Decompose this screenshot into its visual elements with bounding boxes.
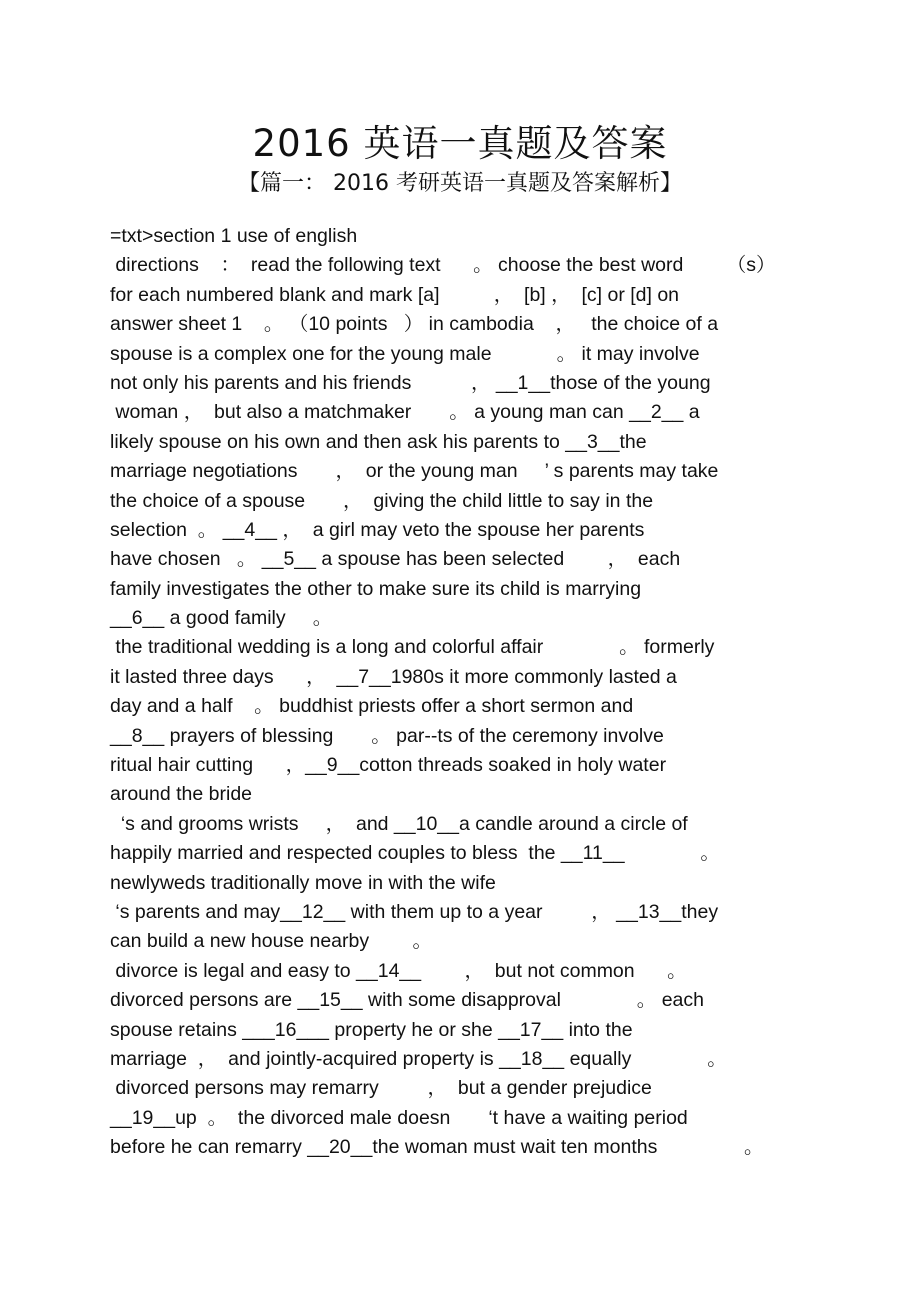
text-line: marriage ， and jointly-acquired property is __18__ equally 。	[110, 1047, 727, 1070]
text-line: spouse is a complex one for the young male 。 it may involve	[110, 342, 700, 365]
text-line: ‘s and grooms wrists ， and __10__a candle around a circle of	[110, 812, 688, 835]
text-line: answer sheet 1 。 （10 points ） in cambodia ， the choice of a	[110, 313, 719, 336]
text-line: ritual hair cutting ，__9__cotton threads soaked in holy water	[110, 754, 667, 777]
text-line: have chosen 。 __5__ a spouse has been selected ， each	[110, 548, 681, 571]
text-line: newlyweds traditionally move in with the wife	[110, 871, 496, 894]
text-line: =txt>section 1 use of english	[110, 225, 358, 247]
text-line: happily married and respected couples to bless the __11__ 。	[110, 842, 720, 865]
text-line: not only his parents and his friends ， __1__those of the young	[110, 371, 711, 394]
text-line: family investigates the other to make sure its child is marrying	[110, 577, 642, 600]
text-line: selection 。 __4__ ， a girl may veto the spouse her parents	[110, 518, 645, 541]
text-line: can build a new house nearby 。	[110, 930, 432, 953]
text-line: __6__ a good family 。	[110, 607, 333, 630]
text-line: around the bride	[110, 783, 253, 806]
text-line: it lasted three days ， __7__1980s it more commonly lasted a	[110, 665, 677, 688]
text-line: __8__ prayers of blessing 。 par--ts of the ceremony involve	[110, 724, 664, 747]
text-line: divorced persons may remarry ， but a gender prejudice	[110, 1077, 652, 1100]
text-line: the choice of a spouse ， giving the child little to say in the	[110, 489, 654, 512]
text-line: divorced persons are __15__ with some disapproval 。 each	[110, 989, 704, 1012]
text-line: the traditional wedding is a long and colorful affair 。 formerly	[110, 636, 715, 659]
text-line: ‘s parents and may__12__ with them up to a year ， __13__they	[110, 900, 719, 923]
text-line: spouse retains ___16___ property he or she __17__ into the	[110, 1018, 633, 1041]
text-line: marriage negotiations ， or the young man ’ s parents may take	[110, 460, 719, 483]
text-line: likely spouse on his own and then ask his parents to __3__the	[110, 430, 647, 453]
text-line: divorce is legal and easy to __14__ ， but not common 。	[110, 959, 687, 982]
document-title: 2016 英语一真题及答案	[252, 122, 668, 165]
text-line: __19__up 。 the divorced male doesn ‘t have a waiting period	[110, 1106, 688, 1129]
text-line: for each numbered blank and mark [a] ， [b] ， [c] or [d] on	[110, 283, 680, 306]
text-line: before he can remarry __20__the woman must wait ten months 。	[110, 1136, 764, 1159]
text-line: day and a half 。 buddhist priests offer a short sermon and	[110, 695, 634, 718]
text-line: woman ， but also a matchmaker 。 a young man can __2__ a	[110, 401, 700, 424]
document-body	[110, 222, 850, 1163]
text-line: directions ： read the following text 。 choose the best word （s）	[110, 254, 776, 277]
document-subtitle: 【篇一： 2016 考研英语一真题及答案解析】	[238, 171, 682, 196]
